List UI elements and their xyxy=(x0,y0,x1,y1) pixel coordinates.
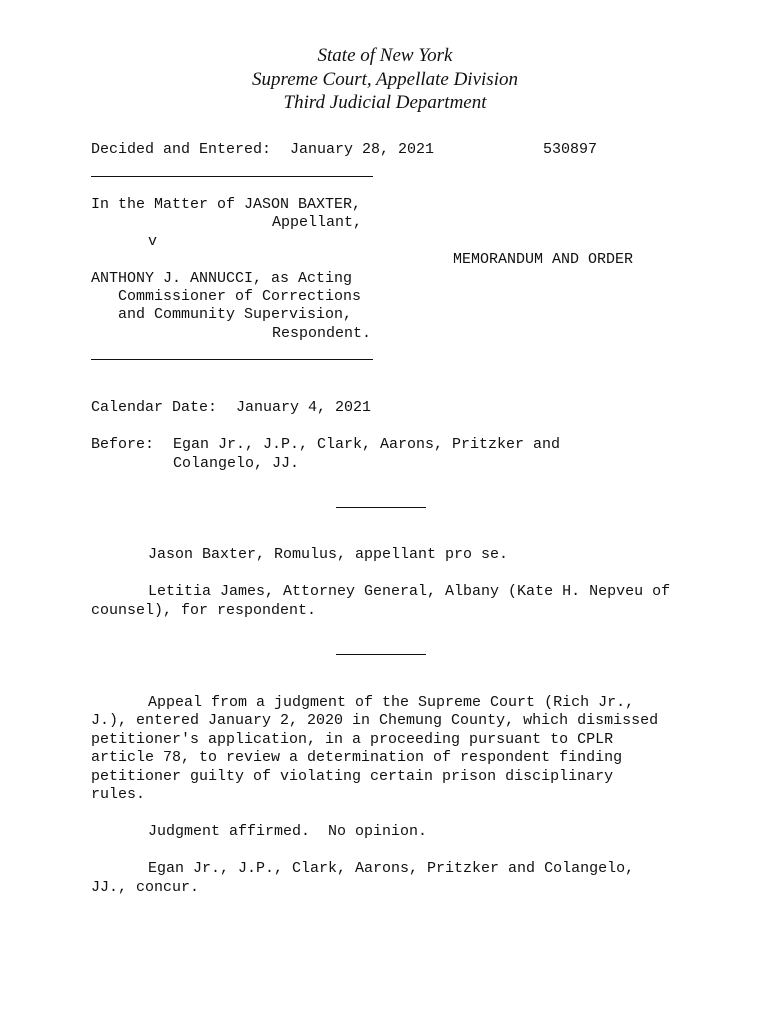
docket-number: 530897 xyxy=(543,141,598,158)
calendar-label: Calendar Date: xyxy=(91,399,218,416)
caption-versus: v xyxy=(148,233,158,250)
judgment-text: Judgment affirmed. No opinion. xyxy=(148,823,428,840)
caption-respondent-title-1: Commissioner of Corrections xyxy=(118,288,362,305)
caption-appellant: Appellant, xyxy=(272,214,363,231)
caption-bottom-rule xyxy=(91,359,373,360)
section-divider-2 xyxy=(336,654,426,655)
before-judges-2: Colangelo, JJ. xyxy=(173,455,300,472)
order-type: MEMORANDUM AND ORDER xyxy=(453,251,634,268)
caption-respondent-name: ANTHONY J. ANNUCCI, as Acting xyxy=(91,270,353,287)
decided-date: January 28, 2021 xyxy=(290,141,435,158)
caption-matter: In the Matter of JASON BAXTER, xyxy=(91,196,362,213)
decided-label: Decided and Entered: xyxy=(91,141,272,158)
appeal-paragraph-4: article 78, to review a determination of respondent finding xyxy=(91,749,623,766)
department-name: Third Judicial Department xyxy=(283,92,487,113)
court-name: Supreme Court, Appellate Division xyxy=(252,68,518,90)
state-name: State of New York xyxy=(317,45,453,66)
respondent-counsel-1: Letitia James, Attorney General, Albany (Kate H. Nepveu of xyxy=(148,583,671,600)
concur-line-2: JJ., concur. xyxy=(91,879,200,896)
court-header xyxy=(0,44,770,115)
appeal-paragraph-1: Appeal from a judgment of the Supreme Court (Rich Jr., xyxy=(148,694,635,711)
caption-top-rule xyxy=(91,176,373,177)
concur-line-1: Egan Jr., J.P., Clark, Aarons, Pritzker and Colangelo, xyxy=(148,860,635,877)
section-divider-1 xyxy=(336,507,426,508)
appellant-counsel: Jason Baxter, Romulus, appellant pro se. xyxy=(148,546,509,563)
caption-respondent-title-2: and Community Supervision, xyxy=(118,306,353,323)
appeal-paragraph-2: J.), entered January 2, 2020 in Chemung County, which dismissed xyxy=(91,712,659,729)
calendar-date: January 4, 2021 xyxy=(236,399,372,416)
before-label: Before: xyxy=(91,436,155,453)
appeal-paragraph-6: rules. xyxy=(91,786,146,803)
appeal-paragraph-5: petitioner guilty of violating certain prison disciplinary xyxy=(91,768,614,785)
appeal-paragraph-3: petitioner's application, in a proceeding pursuant to CPLR xyxy=(91,731,614,748)
respondent-counsel-2: counsel), for respondent. xyxy=(91,602,317,619)
caption-respondent: Respondent. xyxy=(272,325,372,342)
before-judges-1: Egan Jr., J.P., Clark, Aarons, Pritzker and xyxy=(173,436,561,453)
